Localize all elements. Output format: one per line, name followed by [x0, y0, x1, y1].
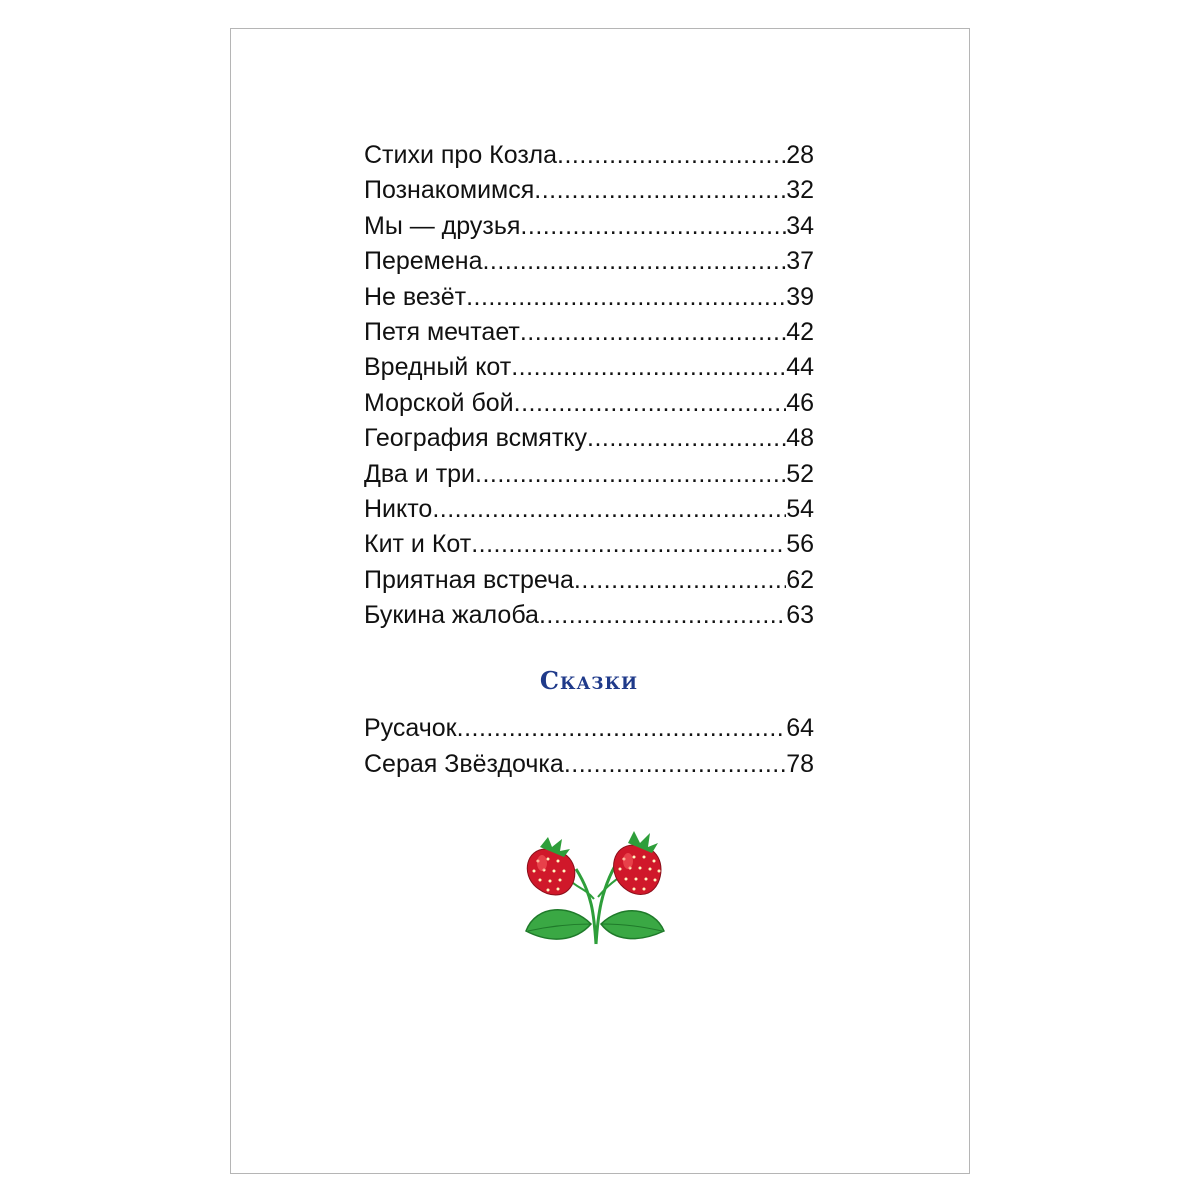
toc-leader-dots — [471, 530, 786, 559]
toc-leader-dots — [539, 601, 786, 630]
toc-entry-page: 42 — [786, 317, 814, 346]
toc-entry — [364, 530, 814, 565]
toc-entry-page: 37 — [786, 247, 814, 276]
toc-entry — [364, 318, 814, 353]
toc-entry-page: 54 — [786, 494, 814, 523]
toc-entry-title: Перемена — [364, 247, 483, 276]
toc-entry — [364, 566, 814, 601]
toc-entry-title: Никто — [364, 494, 433, 523]
toc-entry-title: Два и три — [364, 459, 476, 488]
toc-entry — [364, 495, 814, 530]
toc-entry — [364, 424, 814, 459]
toc-entry-page: 78 — [786, 749, 814, 778]
toc-entry-page: 64 — [786, 714, 814, 743]
toc-entry — [364, 714, 814, 749]
section-heading: Сказки — [539, 665, 639, 695]
toc-entry — [364, 141, 814, 176]
toc-entry-page: 46 — [786, 388, 814, 417]
toc-entry-title: Познакомимся — [364, 176, 535, 205]
toc-entry-title: Петя мечтает — [364, 317, 520, 346]
toc-entry-title: Не везёт — [364, 282, 467, 311]
toc-entry-page: 52 — [786, 459, 814, 488]
toc-entry-title: Вредный кот — [364, 353, 512, 382]
toc-leader-dots — [457, 714, 787, 743]
toc-leader-dots — [557, 141, 786, 170]
toc-entry — [364, 176, 814, 211]
toc-entry-title: Кит и Кот — [364, 530, 472, 559]
toc-entry — [364, 460, 814, 495]
toc-leader-dots — [432, 495, 786, 524]
toc-entry-page: 28 — [786, 141, 814, 169]
toc-entry-title: Серая Звёздочка — [364, 749, 564, 778]
toc-entry-page: 32 — [786, 176, 814, 205]
toc-entry — [364, 353, 814, 388]
toc-entry-title: Русачок — [364, 714, 457, 743]
toc-leader-dots — [520, 212, 786, 241]
toc-entry-title: География всмятку — [364, 424, 588, 453]
strawberries-icon — [516, 819, 676, 949]
toc-entry — [364, 212, 814, 247]
toc-entry — [364, 750, 814, 785]
toc-entry-page: 62 — [786, 565, 814, 594]
table-of-contents — [364, 141, 814, 785]
toc-entry-title: Стихи про Козла — [364, 141, 558, 169]
toc-entry-title: Букина жалоба — [364, 601, 539, 630]
toc-entry — [364, 247, 814, 282]
toc-entry — [364, 283, 814, 318]
toc-entry — [364, 601, 814, 636]
toc-entry-title: Морской бой — [364, 388, 514, 417]
toc-leader-dots — [564, 750, 786, 779]
toc-entry-page: 39 — [786, 282, 814, 311]
toc-leader-dots — [520, 318, 786, 347]
toc-entry-page: 48 — [786, 424, 814, 453]
toc-leader-dots — [475, 460, 786, 489]
toc-entry-page: 34 — [786, 211, 814, 240]
toc-leader-dots — [587, 424, 786, 453]
toc-entry-page: 44 — [786, 353, 814, 382]
toc-entry-page: 63 — [786, 601, 814, 630]
toc-leader-dots — [574, 566, 786, 595]
toc-entry — [364, 389, 814, 424]
toc-entry-page: 56 — [786, 530, 814, 559]
toc-leader-dots — [514, 389, 787, 418]
toc-leader-dots — [466, 283, 786, 312]
book-page — [230, 28, 970, 1174]
toc-entry-title: Приятная встреча — [364, 565, 574, 594]
toc-leader-dots — [482, 247, 786, 276]
toc-leader-dots — [534, 176, 786, 205]
toc-leader-dots — [511, 353, 786, 382]
toc-entry-title: Мы — друзья — [364, 211, 521, 240]
